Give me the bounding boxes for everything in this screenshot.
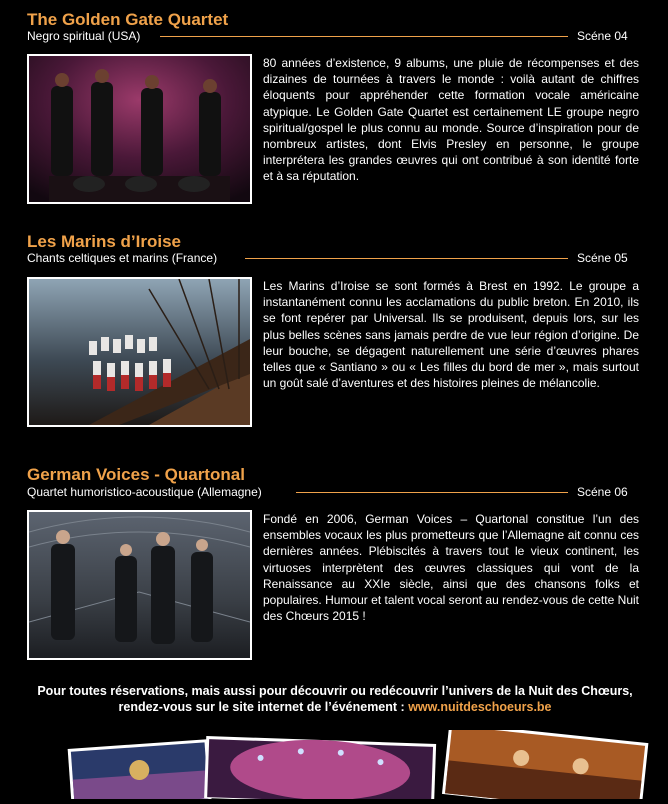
divider-line xyxy=(245,258,568,259)
divider-line xyxy=(160,36,568,37)
scene-label: Scéne 06 xyxy=(577,485,628,499)
scene-label: Scéne 04 xyxy=(577,29,628,43)
section-description: Fondé en 2006, German Voices – Quartonal constitue l’un des ensembles vocaux les plus prometteurs que l’Allemagne ait connu ces dernières années. Plébiscités à travers tout le vieux continent, les virtuoses interprètent des œuvres classiques qui vont de la Renaissance au XXIe siècle, ainsi que des chansons folks et populaires. Humour et talent vocal seront au rendez-vous de cette Nuit des Chœurs 2015 ! xyxy=(263,512,639,624)
section-title: The Golden Gate Quartet xyxy=(27,10,229,29)
section-subtitle: Negro spiritual (USA) xyxy=(27,29,141,43)
reservation-text: Pour toutes réservations, mais aussi pour découvrir ou redécouvrir l’univers de la Nuit des Chœurs, rendez-vous sur le site internet de l’événement : xyxy=(37,684,633,714)
section-description: Les Marins d’Iroise se sont formés à Brest en 1992. Le groupe a instantanément connu les acclamations du public breton. En 2010, ils se font repérer par Universal. Ils se produisent, depuis lors, sur les plus belles scènes sans jamais perdre de vue leur région d’origine. De leur bouche, se dégagent naturellement une série d’œuvres phares telles que « Santiano » ou « Les filles du bord de mer », mais surtout un goût salé d’aventures et des histoires pleines de mélancolie. xyxy=(263,279,639,391)
section-title: Les Marins d’Iroise xyxy=(27,232,181,251)
scene-label: Scéne 05 xyxy=(577,251,628,265)
golden-gate-quartet-photo xyxy=(27,54,252,204)
section-marins-diroise xyxy=(0,230,668,445)
website-link[interactable]: www.nuitdeschoeurs.be xyxy=(408,700,552,714)
german-voices-photo xyxy=(27,510,252,660)
section-german-voices xyxy=(0,463,668,663)
section-title: German Voices - Quartonal xyxy=(27,465,245,484)
section-description: 80 années d’existence, 9 albums, une pluie de récompenses et des dizaines de tournées à travers le monde : voilà autant de chiffres éloquents pour appréhender cette formation vocale américaine atypique. Le Golden Gate Quartet est certainement LE groupe negro spiritual/gospel le plus connu au monde. Source d’inspiration pour de nombreux artistes, dont Elvis Presley en personne, le groupe interprétera les grandes œuvres qui ont contribué à son identité forte et à sa réputation. xyxy=(263,56,639,184)
marins-diroise-photo xyxy=(27,277,252,427)
divider-line xyxy=(296,492,568,493)
section-subtitle: Chants celtiques et marins (France) xyxy=(27,251,218,265)
reservation-note xyxy=(30,683,640,715)
section-subtitle: Quartet humoristico-acoustique (Allemagne) xyxy=(27,485,262,499)
bottom-photo-strip xyxy=(0,730,668,799)
section-golden-gate-quartet xyxy=(0,0,668,215)
